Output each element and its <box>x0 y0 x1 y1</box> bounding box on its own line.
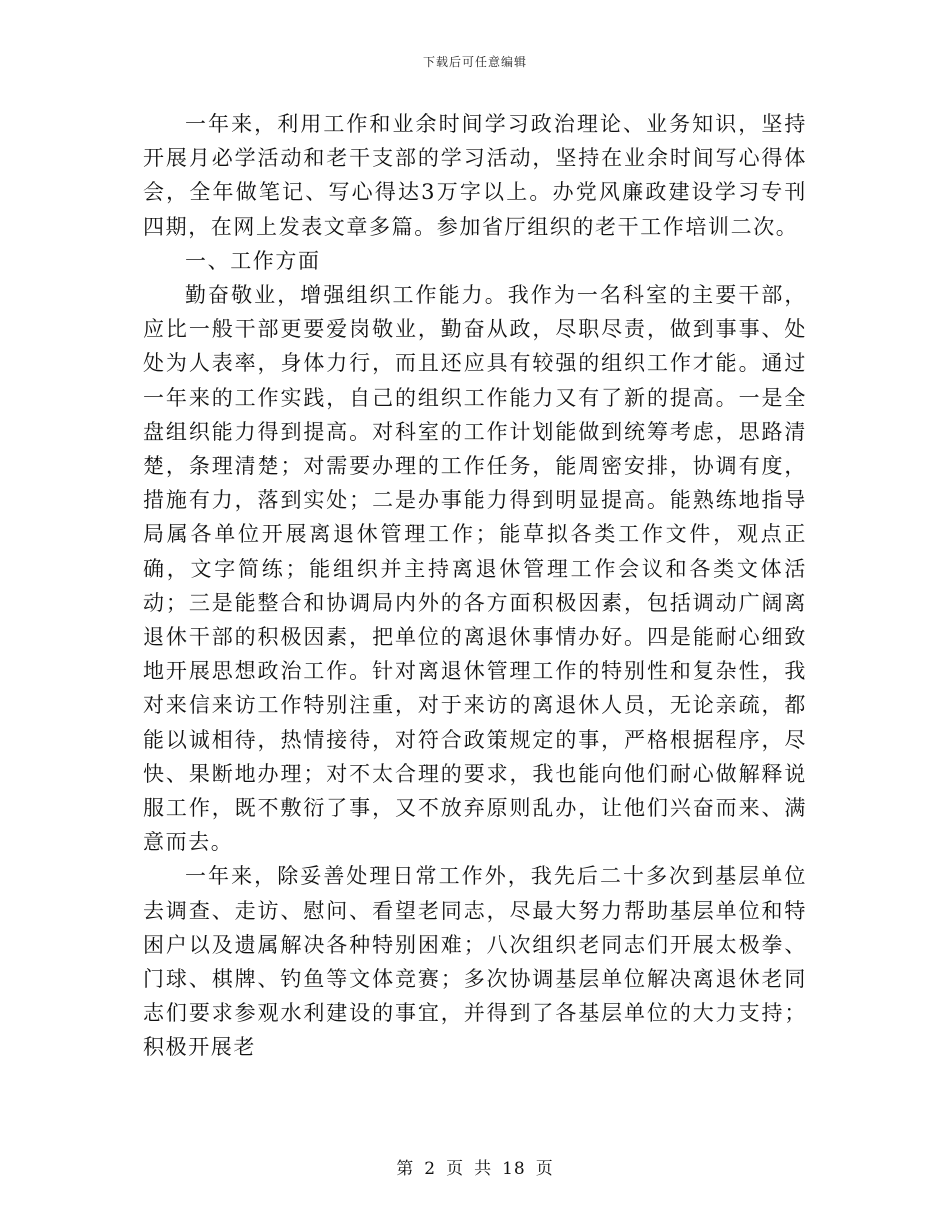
page-header-note: 下载后可任意编辑 <box>422 55 527 69</box>
section-heading-work: 一、工作方面 <box>185 248 321 273</box>
footer-mid: 页 <box>446 1159 465 1179</box>
paragraph-visits: 一年来，除妥善处理日常工作外，我先后二十多次到基层单位去调查、走访、慰问、看望老同志，尽最大努力帮助基层单位和特困户以及遗属解决各种特别困难；八次组织老同志们开展太极拳、门球、棋牌、钓鱼等文体竞赛；多次协调基层单位解决离退休老同志们要求参观水利建设的事宜，并得到了各基层单位的大力支持；积极开展老 <box>143 864 807 1060</box>
footer-suffix: 页 <box>535 1159 554 1179</box>
footer-total-prefix: 共 <box>474 1159 493 1179</box>
footer-current-page: 2 <box>424 1159 437 1179</box>
page-footer <box>0 1154 950 1179</box>
document-body <box>143 107 807 1065</box>
paragraph-work-ability: 勤奋敬业，增强组织工作能力。我作为一名科室的主要干部，应比一般干部更要爱岗敬业，勤奋从政，尽职尽责，做到事事、处处为人表率，身体力行，而且还应具有较强的组织工作才能。通过一年来的工作实践，自己的组织工作能力又有了新的提高。一是全盘组织能力得到提高。对科室的工作计划能做到统筹考虑，思路清楚，条理清楚；对需要办理的工作任务，能周密安排，协调有度，措施有力，落到实处；二是办事能力得到明显提高。能熟练地指导局属各单位开展离退休管理工作；能草拟各类工作文件，观点正确，文字简练；能组织并主持离退休管理工作会议和各类文体活动；三是能整合和协调局内外的各方面积极因素，包括调动广阔离退休干部的积极因素，把单位的离退休事情办好。四是能耐心细致地开展思想政治工作。针对离退休管理工作的特别性和复杂性，我对来信来访工作特别注重，对于来访的离退休人员，无论亲疏，都能以诚相待，热情接待，对符合政策规定的事，严格根据程序，尽快、果断地办理；对不太合理的要求，我也能向他们耐心做解释说服工作，既不敷衍了事，又不放弃原则乱办，让他们兴奋而来、满意而去。 <box>143 283 807 855</box>
footer-prefix: 第 <box>396 1159 415 1179</box>
paragraph-study: 一年来，利用工作和业余时间学习政治理论、业务知识，坚持开展月必学活动和老干支部的学习活动，坚持在业余时间写心得体会，全年做笔记、写心得达3万字以上。办党风廉政建设学习专刊四期，在网上发表文章多篇。参加省厅组织的老干工作培训二次。 <box>143 112 807 239</box>
footer-total-pages: 18 <box>502 1159 526 1179</box>
